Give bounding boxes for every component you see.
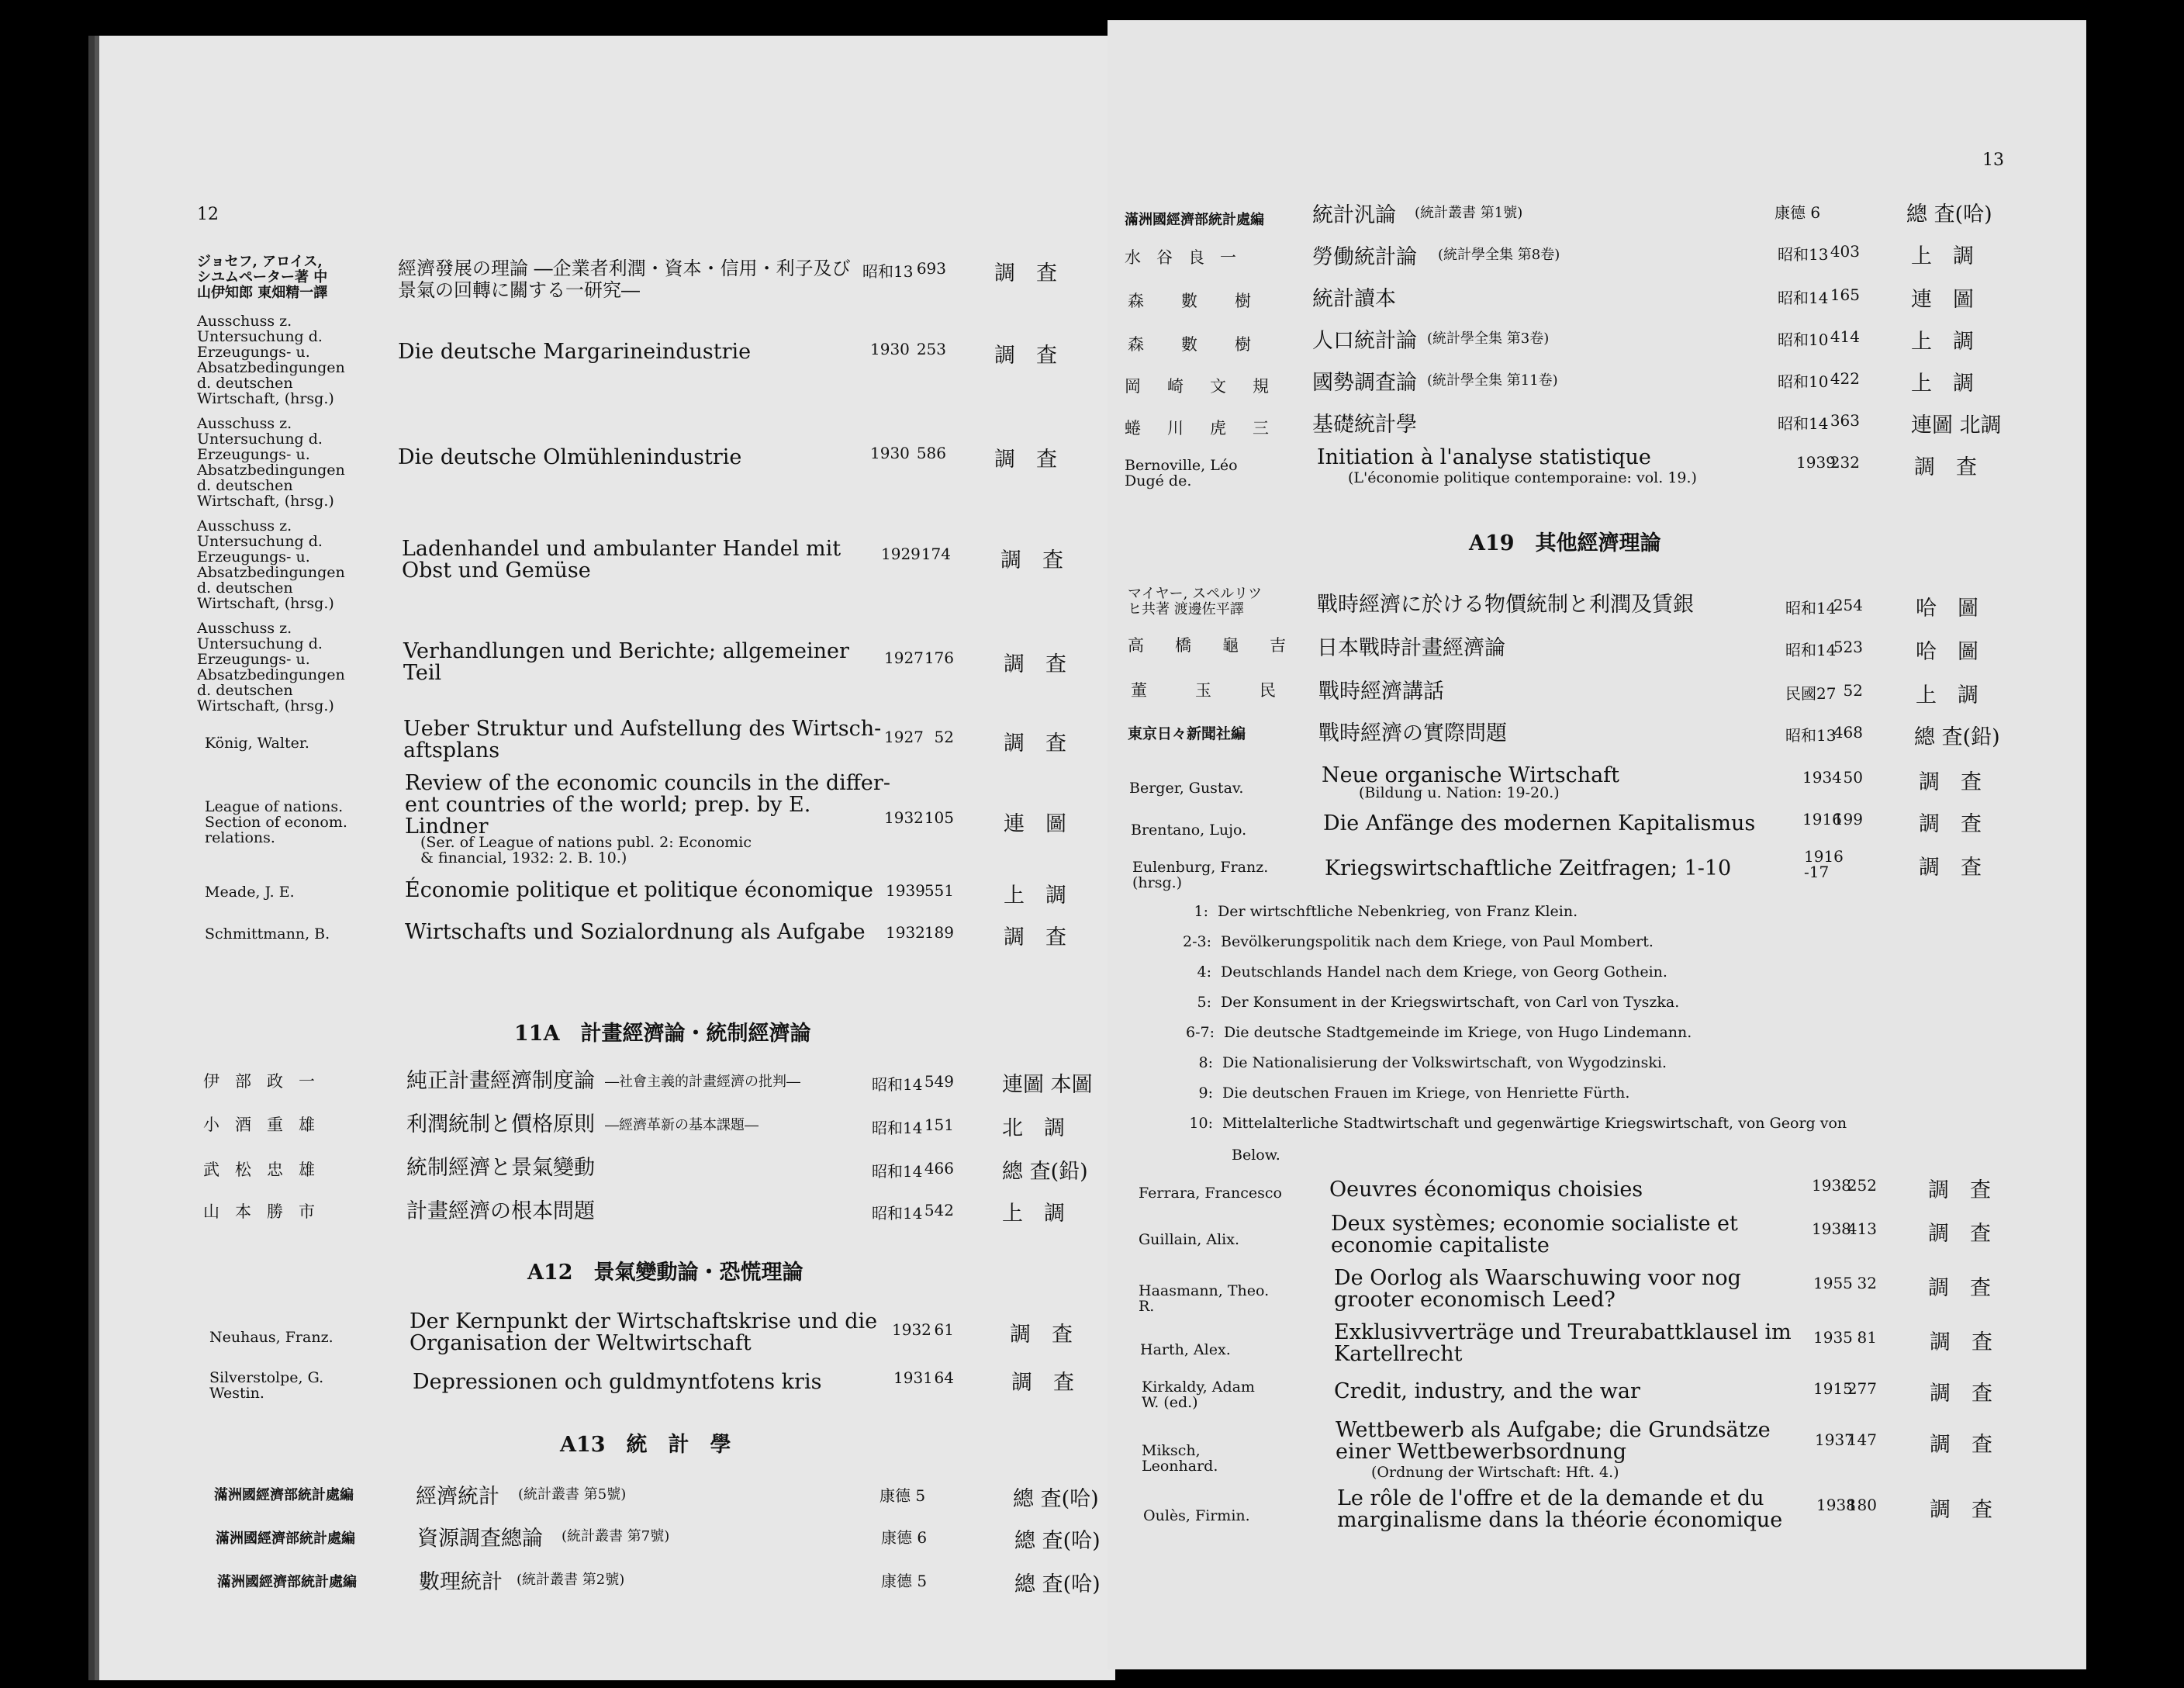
entry-year: 康德 5: [879, 1486, 926, 1505]
entry-year: 1915: [1813, 1379, 1853, 1398]
entry-pages: 254: [1833, 596, 1863, 614]
entry-author: Ausschuss z. Untersuchung d. Erzeugungs- u. Absatzbedingungen d. deutschen Wirtschaft, (hrsg.): [197, 415, 345, 510]
entry-pages: 523: [1833, 638, 1863, 656]
entry-library: 上 調: [1911, 372, 1974, 396]
section-heading: A19 其他經濟理論: [1469, 531, 1661, 555]
contents-num: 8:: [1198, 1054, 1213, 1071]
contents-item: [1180, 963, 1667, 981]
entry-author: Guillain, Alix.: [1139, 1231, 1239, 1248]
entry-pages: 165: [1830, 285, 1860, 304]
contents-text: Der Konsument in der Kriegswirtschaft, von Carl von Tyszka.: [1221, 994, 1680, 1011]
entry-subtitle: (統計叢書 第2號): [517, 1572, 625, 1588]
entry-pages: 414: [1830, 327, 1860, 346]
entry-year: 1929: [881, 545, 921, 563]
entry-author: 董玉民: [1131, 681, 1324, 700]
entry-year: 1937: [1815, 1430, 1854, 1449]
entry-pages: 189: [924, 923, 954, 942]
entry-library: 連 圖: [1004, 812, 1066, 836]
contents-text: Die deutsche Stadtgemeinde im Kriege, von Hugo Lindemann.: [1224, 1024, 1692, 1041]
entry-library: 總 査(哈): [1014, 1572, 1101, 1596]
entry-year: 1935: [1813, 1328, 1853, 1347]
entry-library: 調 査: [1004, 732, 1066, 756]
entry-author: Ausschuss z. Untersuchung d. Erzeugungs- u. Absatzbedingungen d. deutschen Wirtschaft, (hrsg.): [197, 313, 345, 407]
entry-year: 昭和14: [872, 1162, 923, 1181]
contents-num: 4:: [1197, 963, 1211, 981]
entry-year: 昭和14: [872, 1075, 923, 1094]
entry-pages: 52: [934, 728, 954, 746]
entry-year: 昭和14: [872, 1204, 923, 1223]
entry-title: 利潤統制と價格原則: [406, 1112, 595, 1136]
entry-pages: 253: [916, 340, 946, 358]
contents-text: Die Nationalisierung der Volkswirtschaft, von Wygodzinski.: [1222, 1054, 1667, 1071]
entry-year: 昭和13: [1778, 245, 1829, 264]
entry-author: League of nations. Section of econom. relations.: [205, 798, 347, 846]
entry-author: 森數樹: [1128, 335, 1288, 354]
entry-pages: 363: [1830, 411, 1860, 430]
entry-author: 滿洲國經濟部統計處編: [214, 1487, 354, 1503]
entry-pages: 180: [1847, 1496, 1877, 1514]
entry-library: 連圖 北調: [1911, 413, 2002, 438]
entry-title: Credit, industry, and the war: [1334, 1379, 1640, 1403]
entry-pages: 105: [924, 808, 954, 827]
entry-library: 調 査: [1928, 1178, 1991, 1202]
entry-library: 調 査: [1011, 1371, 1074, 1395]
contents-item: [1180, 994, 1679, 1011]
entry-year: 1927: [884, 649, 924, 667]
entry-title: 純正計畫經濟制度論: [406, 1069, 595, 1093]
entry-title: 戰時經濟講話: [1318, 680, 1444, 704]
entry-author: 蜷川虎三: [1125, 419, 1295, 438]
entry-subtitle: ―社會主義的計畫經濟の批判―: [605, 1074, 800, 1090]
entry-title: Le rôle de l'offre et de la demande et du marginalisme dans la théorie économique: [1337, 1486, 1783, 1532]
page-number: 12: [197, 205, 219, 224]
contents-item: [1182, 1115, 1847, 1132]
entry-title: 戰時經濟に於ける物價統制と利潤及賃銀: [1317, 593, 1694, 617]
entry-year: 1932: [892, 1320, 931, 1339]
entry-title: 資源調査總論: [417, 1527, 543, 1551]
contents-item: [1182, 1054, 1667, 1071]
entry-pages: 232: [1830, 453, 1860, 472]
entry-subtitle: (統計學全集 第8卷): [1438, 247, 1560, 263]
entry-subtitle: ―經濟革新の基本課題―: [605, 1117, 759, 1133]
entry-pages: 252: [1847, 1176, 1877, 1195]
entry-title: Kriegswirtschaftliche Zeitfragen; 1-10: [1325, 856, 1732, 880]
contents-text: Die deutschen Frauen im Kriege, von Henriette Fürth.: [1222, 1084, 1630, 1102]
contents-num: 2-3:: [1183, 933, 1211, 950]
entry-year: 1932: [886, 923, 925, 942]
entry-author: Berger, Gustav.: [1129, 780, 1244, 797]
contents-num: 5:: [1197, 994, 1211, 1011]
entry-author: 滿洲國經濟部統計處編: [217, 1574, 357, 1590]
entry-pages: 551: [924, 881, 954, 900]
entry-author: Oulès, Firmin.: [1143, 1507, 1250, 1524]
entry-author: Kirkaldy, Adam W. (ed.): [1142, 1378, 1255, 1411]
entry-library: 調 査: [1000, 548, 1063, 572]
entry-pages: 468: [1833, 723, 1863, 742]
entry-pages: 277: [1847, 1379, 1877, 1398]
entry-library: 上 調: [1911, 244, 1974, 268]
entry-pages: 176: [924, 649, 954, 667]
entry-title: Deux systèmes; economie socialiste et economie capitaliste: [1331, 1212, 1738, 1257]
entry-library: 調 査: [1928, 1276, 1991, 1300]
entry-author: 東京日々新聞社編: [1128, 725, 1246, 742]
entry-year: 1934: [1802, 768, 1842, 787]
entry-library: 調 査: [1919, 856, 1982, 880]
entry-note: (L'économie politique contemporaine: vol. 19.): [1348, 469, 1697, 486]
entry-year: 1955: [1813, 1274, 1853, 1292]
entry-year: 民國27: [1785, 684, 1837, 703]
entry-title: 計畫經濟の根本問題: [406, 1199, 595, 1223]
entry-title: Neue organische Wirtschaft: [1322, 763, 1620, 787]
entry-author: 滿洲國經濟部統計處編: [1125, 212, 1264, 228]
entry-pages: 586: [916, 444, 946, 462]
entry-year: 昭和10: [1778, 372, 1829, 391]
entry-pages: 174: [921, 545, 951, 563]
entry-title: 統計汎論: [1312, 203, 1396, 227]
entry-title: Depressionen och guldmyntfotens kris: [413, 1370, 822, 1394]
entry-year: 1938: [1812, 1176, 1851, 1195]
page-number: 13: [1982, 150, 2004, 170]
entry-pages: 151: [924, 1116, 954, 1134]
entry-note: (Bildung u. Nation: 19-20.): [1359, 784, 1560, 801]
contents-item: [1182, 1084, 1629, 1102]
entry-title: 統計讀本: [1312, 287, 1396, 311]
entry-title: Die deutsche Margarineindustrie: [398, 340, 752, 364]
entry-author: マイヤー, スペルリツ ヒ共著 渡邊佐平譯: [1128, 586, 1263, 617]
entry-note: (Ser. of League of nations publ. 2: Economic & financial, 1932: 2. B. 10.): [420, 834, 752, 866]
entry-title: Der Kernpunkt der Wirtschaftskrise und die Organisation der Weltwirtschaft: [410, 1309, 878, 1355]
entry-author: Silverstolpe, G. Westin.: [209, 1369, 324, 1402]
contents-item: [1180, 1024, 1692, 1041]
entry-title: Ueber Struktur und Aufstellung des Wirtsch- aftsplans: [403, 717, 882, 763]
contents-num: 9:: [1198, 1084, 1213, 1102]
entry-title: Verhandlungen und Berichte; allgemeiner Teil: [403, 639, 849, 685]
entry-library: 調 査: [1919, 812, 1982, 836]
entry-pages: 50: [1843, 768, 1863, 787]
entry-year: 昭和14: [1778, 414, 1829, 433]
entry-author: 水谷良一: [1125, 248, 1252, 267]
entry-pages: 466: [924, 1159, 954, 1178]
entry-library: 調 査: [994, 261, 1057, 285]
entry-year: 昭和13: [862, 262, 914, 281]
entry-title: 勞働統計論: [1312, 245, 1417, 269]
contents-num: 10:: [1189, 1115, 1213, 1132]
entry-library: 連 圖: [1911, 288, 1974, 312]
entry-year: 康德 6: [881, 1528, 928, 1547]
entry-year: 康德 5: [881, 1572, 928, 1590]
entry-pages: 81: [1857, 1328, 1877, 1347]
entry-library: 調 査: [1919, 770, 1982, 794]
entry-library: 調 査: [1930, 1330, 1992, 1354]
entry-author: 山本勝市: [203, 1202, 330, 1221]
right-page: [1108, 20, 2086, 1669]
entry-author: Schmittmann, B.: [205, 925, 330, 943]
section-heading: A12 景氣變動論・恐慌理論: [527, 1261, 803, 1285]
entry-year: 昭和14: [1785, 599, 1837, 617]
entry-library: 調 査: [1930, 1382, 1992, 1406]
entry-author: Ausschuss z. Untersuchung d. Erzeugungs- u. Absatzbedingungen d. deutschen Wirtschaft, (hrsg.): [197, 620, 345, 714]
entry-author: Neuhaus, Franz.: [209, 1329, 333, 1346]
entry-title: 經濟發展の理論 ―企業者利潤・資本・信用・利子及び 景氣の回轉に關する一研究―: [398, 258, 851, 301]
entry-author: Meade, J. E.: [205, 884, 295, 901]
entry-title: Wirtschafts und Sozialordnung als Aufgabe: [405, 920, 866, 944]
entry-library: 總 査(鉛): [1002, 1160, 1088, 1184]
entry-library: 調 査: [1930, 1498, 1992, 1522]
entry-library: 總 査(鉛): [1914, 725, 2000, 749]
contents-text: Deutschlands Handel nach dem Kriege, von Georg Gothein.: [1221, 963, 1667, 981]
entry-library: 哈 圖: [1916, 640, 1978, 664]
entry-author: Harth, Alex.: [1140, 1341, 1231, 1358]
entry-year: 1916: [1802, 810, 1842, 828]
entry-author: König, Walter.: [205, 735, 309, 752]
entry-title: Wettbewerb als Aufgabe; die Grundsätze einer Wettbewerbsordnung: [1336, 1418, 1771, 1464]
entry-title: De Oorlog als Waarschuwing voor nog grooter economisch Leed?: [1334, 1266, 1741, 1312]
entry-author: Haasmann, Theo. R.: [1139, 1282, 1270, 1315]
section-heading: A13 統 計 學: [560, 1433, 731, 1457]
entry-title: 基礎統計學: [1312, 413, 1417, 437]
entry-title: 人口統計論: [1312, 329, 1417, 353]
entry-library: 上 調: [1916, 683, 1978, 707]
entry-pages: 422: [1830, 369, 1860, 388]
contents-text: Bevölkerungspolitik nach dem Kriege, von Paul Mombert.: [1221, 933, 1654, 950]
entry-library: 調 査: [994, 344, 1057, 368]
entry-author: 岡崎文規: [1125, 377, 1295, 396]
entry-pages: 32: [1857, 1274, 1877, 1292]
contents-item: [1177, 933, 1654, 950]
entry-year: 康德 6: [1774, 203, 1821, 222]
entry-year: 昭和14: [1778, 289, 1829, 307]
entry-subtitle: (統計叢書 第7號): [562, 1528, 670, 1544]
contents-continuation: Below.: [1232, 1147, 1280, 1164]
contents-item: [1177, 903, 1578, 920]
entry-library: 調 査: [994, 448, 1057, 472]
entry-author: Bernoville, Léo Dugé de.: [1125, 457, 1238, 489]
entry-title: Ladenhandel und ambulanter Handel mit Obst und Gemüse: [402, 537, 841, 583]
entry-pages: 693: [916, 259, 946, 278]
entry-title: Initiation à l'analyse statistique: [1317, 445, 1651, 469]
entry-author: Eulenburg, Franz. (hrsg.): [1132, 859, 1269, 891]
entry-author: Miksch, Leonhard.: [1142, 1442, 1218, 1475]
entry-author: 滿洲國經濟部統計處編: [216, 1531, 355, 1547]
entry-library: 上 調: [1911, 330, 1974, 354]
entry-pages: 61: [934, 1320, 954, 1339]
entry-title: Review of the economic councils in the differ- ent countries of the world; prep. by E. Lindner: [405, 771, 890, 839]
entry-title: 國勢調査論: [1312, 371, 1417, 395]
entry-year: 1927: [884, 728, 924, 746]
entry-year: 昭和14: [872, 1119, 923, 1137]
entry-year: 昭和10: [1778, 330, 1829, 349]
contents-text: Der wirtschftliche Nebenkrieg, von Franz Klein.: [1218, 903, 1578, 920]
entry-pages: 64: [934, 1368, 954, 1387]
entry-year: 1939: [886, 881, 925, 900]
entry-year: 1932: [884, 808, 924, 827]
entry-title: Économie politique et politique économique: [405, 878, 873, 902]
entry-title: 日本戰時計畫經濟論: [1317, 636, 1505, 660]
entry-year: 1931: [893, 1368, 933, 1387]
section-heading: 11A 計畫經濟論・統制經濟論: [514, 1022, 811, 1046]
contents-text: Mittelalterliche Stadtwirtschaft und gegenwärtige Kriegswirtschaft, von Georg von: [1222, 1115, 1847, 1132]
entry-library: 調 査: [1004, 652, 1066, 676]
entry-pages: 549: [924, 1072, 954, 1091]
entry-pages: 413: [1847, 1219, 1877, 1238]
entry-library: 哈 圖: [1916, 597, 1978, 621]
entry-title: 經濟統計: [416, 1485, 499, 1509]
entry-author: 高橋龜吉: [1128, 636, 1317, 655]
entry-year: 1939: [1796, 453, 1836, 472]
entry-title: Oeuvres économiqus choisies: [1329, 1178, 1643, 1202]
entry-subtitle: (統計叢書 第1號): [1415, 205, 1523, 221]
entry-pages: 199: [1833, 810, 1863, 828]
entry-author: Ferrara, Francesco: [1139, 1185, 1282, 1202]
entry-pages: 147: [1847, 1430, 1877, 1449]
entry-year: 1930: [870, 340, 910, 358]
entry-author: ジョセフ, アロイス, シユムペーター著 中 山伊知郎 東畑精一譯: [197, 254, 328, 301]
entry-author: 武松忠雄: [203, 1160, 330, 1179]
entry-author: 森數樹: [1128, 292, 1288, 310]
entry-author: Ausschuss z. Untersuchung d. Erzeugungs- u. Absatzbedingungen d. deutschen Wirtschaft, (hrsg.): [197, 517, 345, 612]
entry-pages: 542: [924, 1201, 954, 1219]
entry-title: 統制經濟と景氣變動: [406, 1156, 595, 1180]
entry-library: 上 調: [1002, 1202, 1065, 1226]
left-page: [99, 36, 1115, 1680]
entry-year: 1938: [1816, 1496, 1856, 1514]
entry-title: Die Anfänge des modernen Kapitalismus: [1323, 811, 1756, 835]
entry-library: 總 査(哈): [1013, 1487, 1099, 1511]
entry-year: 1916 -17: [1804, 847, 1844, 881]
entry-title: 戰時經濟の實際問題: [1318, 721, 1507, 745]
entry-subtitle: (統計學全集 第11卷): [1427, 372, 1558, 389]
entry-note: (Ordnung der Wirtschaft: Hft. 4.): [1371, 1464, 1619, 1481]
entry-year: 1930: [870, 444, 910, 462]
contents-num: 1:: [1194, 903, 1208, 920]
entry-title: 數理統計: [419, 1570, 503, 1594]
entry-library: 連圖 本圖: [1002, 1073, 1093, 1097]
entry-pages: 52: [1843, 681, 1863, 700]
entry-title: Die deutsche Olmühlenindustrie: [398, 445, 742, 469]
entry-title: Exklusivverträge und Treurabattklausel im Kartellrecht: [1334, 1320, 1792, 1366]
entry-library: 調 査: [1010, 1323, 1073, 1347]
entry-library: 上 調: [1004, 884, 1066, 908]
entry-author: 伊部政一: [203, 1072, 330, 1091]
entry-author: Brentano, Lujo.: [1131, 822, 1247, 839]
entry-library: 總 査(哈): [1014, 1529, 1101, 1553]
entry-pages: 403: [1830, 242, 1860, 261]
entry-year: 昭和13: [1785, 726, 1837, 745]
contents-num: 6-7:: [1186, 1024, 1215, 1041]
entry-library: 北 調: [1002, 1116, 1065, 1140]
entry-year: 昭和14: [1785, 641, 1837, 659]
entry-library: 調 査: [1928, 1222, 1991, 1246]
entry-library: 調 査: [1004, 925, 1066, 950]
entry-subtitle: (統計叢書 第5號): [518, 1486, 627, 1503]
entry-library: 調 査: [1914, 455, 1977, 479]
entry-library: 總 査(哈): [1906, 202, 1992, 227]
entry-author: 小酒重雄: [203, 1116, 330, 1134]
entry-library: 調 査: [1930, 1433, 1992, 1457]
entry-year: 1938: [1812, 1219, 1851, 1238]
entry-subtitle: (統計學全集 第3卷): [1427, 330, 1550, 347]
